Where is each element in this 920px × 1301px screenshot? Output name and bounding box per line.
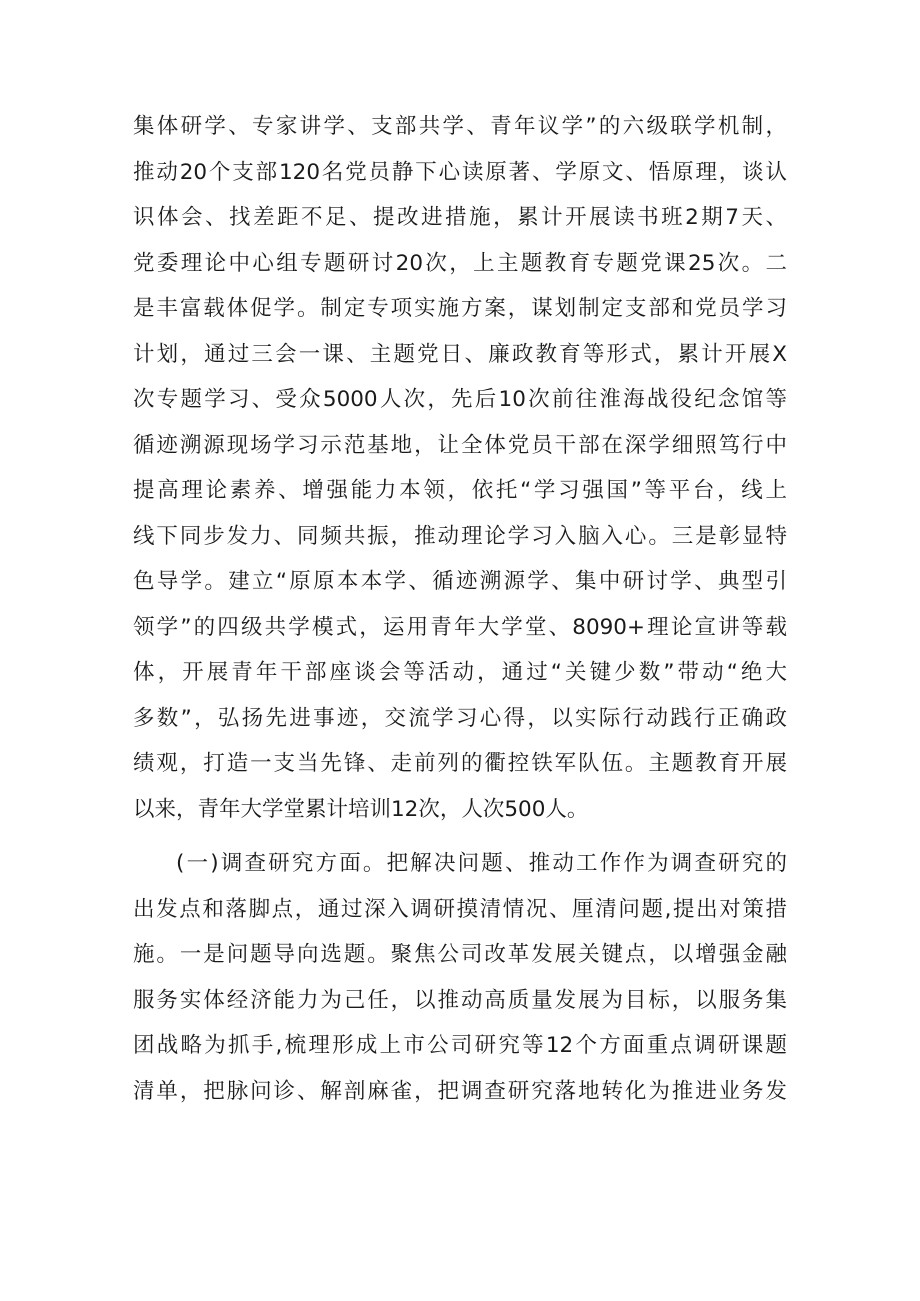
text-line: 色导学。建立“原原本本学、循迹溯源学、集中研讨学、典型引 <box>133 569 787 594</box>
document-body <box>133 104 787 1114</box>
paragraph-spacer <box>133 832 787 841</box>
text-line: 计划，通过三会一课、主题党日、廉政教育等形式，累计开展X <box>133 341 787 367</box>
text-line: 施。一是问题导向选题。聚焦公司改革发展关键点，以增强金融 <box>133 942 787 967</box>
text-line: 清单，把脉问诊、解剖麻雀，把调查研究落地转化为推进业务发 <box>133 1078 787 1104</box>
text-line: 领学”的四级共学模式，运用青年大学堂、8090+理论宣讲等载 <box>133 614 787 640</box>
text-line: 出发点和落脚点，通过深入调研摸清情况、厘清问题,提出对策措 <box>133 896 787 922</box>
paragraph-study-mechanism <box>133 104 787 832</box>
text-line: 循迹溯源现场学习示范基地，让全体党员干部在深学细照笃行中 <box>133 432 787 458</box>
text-line: 次专题学习、受众5000人次，先后10次前往淮海战役纪念馆等 <box>133 387 787 412</box>
text-line: 体，开展青年干部座谈会等活动，通过“关键少数”带动“绝大 <box>133 660 787 685</box>
text-line: 线下同步发力、同频共振，推动理论学习入脑入心。三是彰显特 <box>133 523 787 549</box>
text-line: 团战略为抓手,梳理形成上市公司研究等12个方面重点调研课题 <box>133 1033 787 1058</box>
text-line: 以来，青年大学堂累计培训12次，人次500人。 <box>133 796 589 822</box>
paragraph-research <box>133 841 787 1114</box>
text-line: 识体会、找差距不足、提改进措施，累计开展读书班2期7天、 <box>133 205 787 230</box>
text-line: 多数”，弘扬先进事迹，交流学习心得，以实际行动践行正确政 <box>133 705 787 731</box>
text-line: 提高理论素养、增强能力本领，依托“学习强国”等平台，线上 <box>133 478 787 503</box>
text-line: 是丰富载体促学。制定专项实施方案，谋划制定支部和党员学习 <box>133 296 787 321</box>
text-line: 推动20个支部120名党员静下心读原著、学原文、悟原理，谈认 <box>133 159 787 185</box>
text-line: (一)调查研究方面。把解决问题、推动工作作为调查研究的 <box>176 851 787 876</box>
text-line: 绩观，打造一支当先锋、走前列的衢控铁军队伍。主题教育开展 <box>133 751 787 776</box>
text-line: 集体研学、专家讲学、支部共学、青年议学”的六级联学机制， <box>133 114 787 139</box>
text-line: 党委理论中心组专题研讨20次，上主题教育专题党课25次。二 <box>133 250 787 276</box>
text-line: 服务实体经济能力为己任，以推动高质量发展为目标，以服务集 <box>133 987 787 1013</box>
